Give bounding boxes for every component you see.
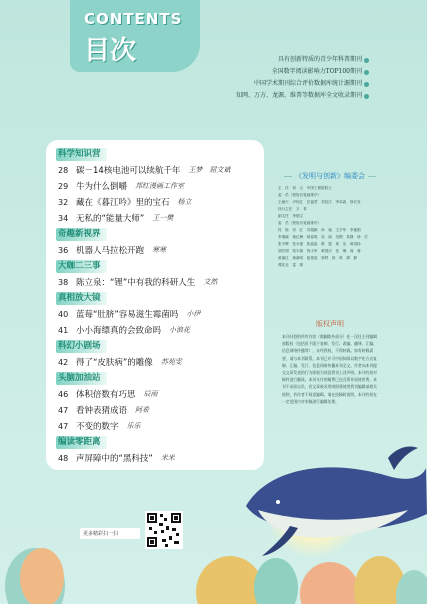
section-header: 奇趣新视界 <box>56 228 107 241</box>
board-line: 执行主任 万 青 <box>278 207 307 211</box>
editorial-board <box>278 171 382 269</box>
copyright-title: 版权声明 <box>316 320 344 328</box>
section-header: 科幻小剧场 <box>56 340 107 353</box>
board-title: 《发明与创新》编委会 <box>278 171 382 181</box>
bullet-icon <box>364 70 369 75</box>
section-header: 头脑加油站 <box>56 372 107 385</box>
honor-item: 具有创新特质的青少年科普期刊 <box>236 54 369 66</box>
board-line: 谭先光 雷 婧 <box>278 263 304 267</box>
board-line: 主 任 刘 合 中国工程院院士 <box>278 186 332 190</box>
honor-item: 全国数字阅读影响力TOP100期刊 <box>236 66 369 78</box>
honor-item: 知网、万方、龙源、维普等数据库全文收录期刊 <box>236 90 369 102</box>
board-line: 胡宏明 郭丰蓉 郭小军 黄国庆 佳 琳 周 蓉 <box>278 249 361 253</box>
section-header: 编读零距离 <box>56 436 107 449</box>
honors-list <box>236 54 369 102</box>
qr-code[interactable] <box>145 511 183 549</box>
section-header: 科学知识营 <box>56 148 107 161</box>
copyright-text: 本刊刊登的所有内容（除删除外部分）任一汉任主刊编辑部版权（包括但不限于复制、发行、改编、翻译、汇编、信息网络传播等），未经授权，不得转载。如有转载需要，请与本刊联系。本刊已许可中国知网以数字化方式复制、汇编、发行、信息网络传播本刊全文。作者向本刊提交文章发表的行为即视为同意我刊上述声明。本刊有权对稿件进行删改。本刊支付的稿费已包含著作权使用费。本刊不承担自负，若文章被采用则即将使用我刊编辑部相关规则，若作者不同意编辑，请在投稿时说明。本刊有权在一定范围内对来稿进行编辑处理。 <box>282 334 377 404</box>
toc-entry[interactable]: 29 牛为什么倒嚼 邦红漫画工作室 <box>58 181 185 192</box>
toc-entry[interactable]: 47 看钟表猜成语 阿希 <box>58 405 150 416</box>
bullet-icon <box>364 94 369 99</box>
toc-entry[interactable]: 40 蓝莓“肚脐”容易滋生霉菌吗 小伊 <box>58 309 201 320</box>
board-line: 张平辉 张永强 张晶晶 陈 霞 周 洁 黄清扬 <box>278 242 361 246</box>
board-line: 副主任 李儒文 <box>278 214 304 218</box>
board-line: 黄丽红 黄新明 崔根成 廖轶 蒋 科 谭 静 <box>278 256 358 260</box>
toc-entry[interactable]: 36 机器人马拉松开跑 寒寒 <box>58 245 167 256</box>
section-header: 真相放大镜 <box>56 292 107 305</box>
toc-entry[interactable]: 48 声屏障中的“黑科技” 米米 <box>58 453 175 464</box>
eggs-decoration <box>0 520 427 604</box>
section-header: 大咖二三事 <box>56 260 107 273</box>
copyright-notice <box>282 319 378 405</box>
toc-entry[interactable]: 42 得了“皮肤病”的雕像 苏苑雯 <box>58 357 182 368</box>
page-title: 目次 <box>84 36 137 66</box>
board-line: 李瑞晓 杨红梅 杨春明 吴 丽 吴钢 易静 徐 宏 <box>278 235 368 239</box>
toc-entry[interactable]: 46 体积倍数有巧思 辰雨 <box>58 389 158 400</box>
contents-word: CONTENTS <box>84 10 183 28</box>
toc-entry[interactable]: 34 无私的“能量大师” 王一樊 <box>58 213 174 224</box>
board-line: 委 员（按姓氏笔画排序） <box>278 221 322 225</box>
toc-entry[interactable]: 38 陈立泉：“锂”中有我的科研人生 文然 <box>58 277 218 288</box>
board-line: 符 锐 邓 红 冯超颖 孙 驰 王字华 李艳娟 <box>278 228 361 232</box>
toc-entry[interactable]: 41 小小海缥真的会致命吗 小浪花 <box>58 325 191 336</box>
bullet-icon <box>364 82 369 87</box>
board-line: 委 员（按姓氏笔画排序） <box>278 193 322 197</box>
board-line: 王涌天 尹传红 任福君 刘宜江 李卓森 徐长发 <box>278 200 361 204</box>
toc-entry[interactable]: 32 藏在《暮江吟》里的宝石 杨立 <box>58 197 192 208</box>
qr-label: 更多精彩扫一扫 <box>80 528 140 539</box>
toc-entry[interactable]: 47 不变的数字 乐乐 <box>58 421 141 432</box>
toc-entry[interactable]: 28 碳－14核电池可以续航千年 王梦 屈文斌 <box>58 165 231 176</box>
honor-item: 中国学术期刊综合评价数据库统计源期刊 <box>236 78 369 90</box>
bullet-icon <box>364 58 369 63</box>
